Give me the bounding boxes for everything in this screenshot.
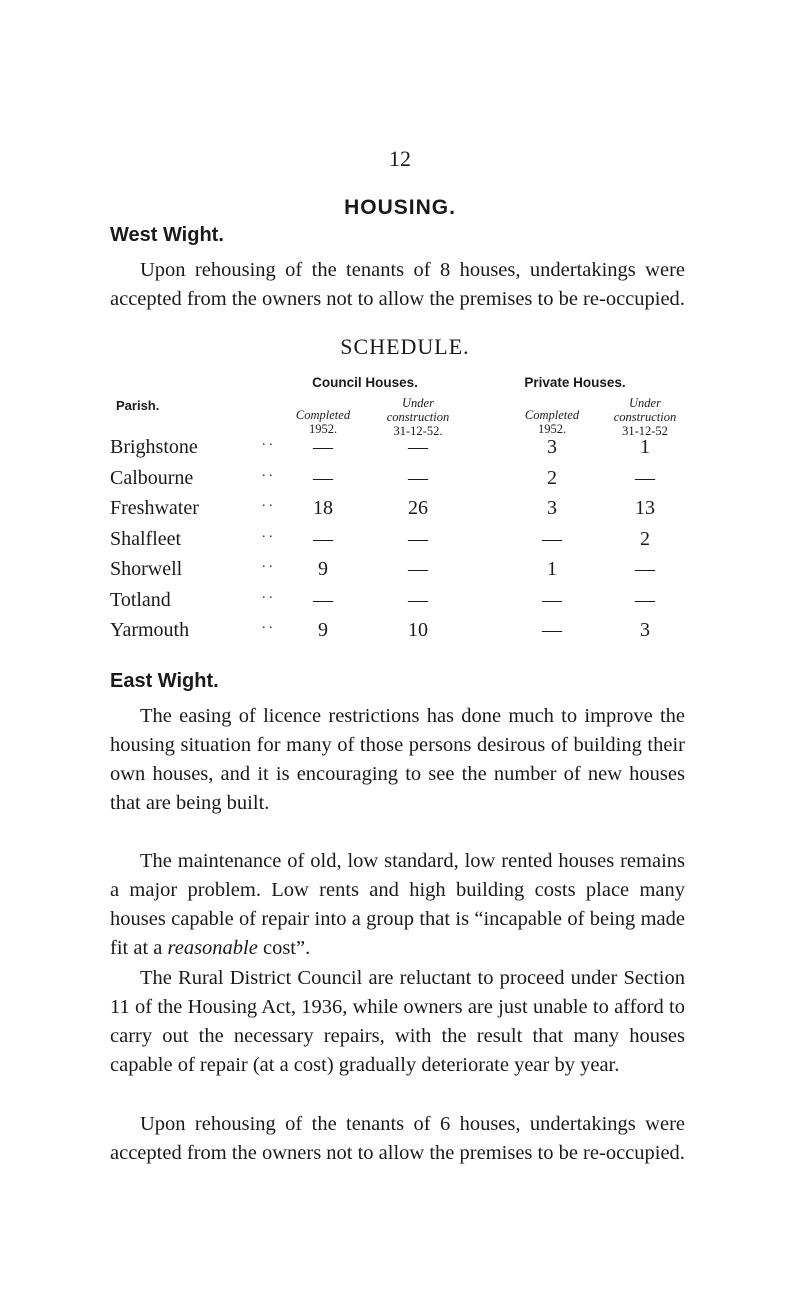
private-houses-header: Private Houses. [524, 375, 626, 390]
cell-p-under: 2 [640, 527, 650, 550]
cell-c-under: — [408, 466, 428, 489]
leader-dots: . . [262, 556, 273, 571]
table-row [0, 558, 800, 588]
leader-dots: . . [262, 525, 273, 541]
cell-p-under: 1 [640, 436, 650, 458]
cell-p-under: — [635, 558, 655, 580]
cell-c-under: — [408, 436, 428, 458]
table-row [0, 586, 800, 619]
parish-name: Totland [110, 588, 171, 611]
schedule-title: SCHEDULE. [340, 334, 470, 359]
cell-c-under: 10 [408, 619, 428, 641]
table-row [0, 497, 800, 527]
cell-p-completed: — [542, 527, 562, 550]
private-completed-header [512, 396, 592, 436]
section-title: HOUSING. [344, 196, 456, 219]
parish-name: Brighstone [110, 436, 198, 458]
p2-text-end: cost”. [257, 937, 311, 959]
parish-name: Calbourne [110, 466, 194, 489]
private-completed-label: Completed [524, 408, 580, 422]
table-row [0, 464, 800, 497]
council-completed-header [283, 396, 363, 436]
east-wight-paragraph-2 [110, 847, 685, 963]
leader-dots: . . [262, 586, 273, 602]
private-under-label: Under [629, 396, 661, 410]
council-houses-header: Council Houses. [312, 375, 418, 390]
private-under-header [595, 396, 695, 438]
west-wight-paragraph: Upon rehousing of the tenants of 8 houses, undertakings were accepted from the owners not to allow the premises to be re-occupied. [110, 259, 685, 310]
cell-c-completed: — [313, 588, 333, 611]
table-row [0, 525, 800, 558]
council-under-header [368, 396, 468, 438]
cell-p-completed: — [542, 619, 562, 641]
cell-c-under: — [408, 527, 428, 550]
cell-c-completed: — [313, 436, 333, 458]
cell-c-completed: 18 [313, 497, 333, 519]
parish-name: Shorwell [110, 558, 183, 580]
private-completed-date: 1952. [537, 422, 567, 436]
cell-c-completed: 9 [318, 558, 328, 580]
page-number: 12 [389, 146, 411, 171]
cell-p-under: 13 [635, 497, 655, 519]
table-row [0, 619, 800, 649]
east-wight-paragraph-3: The Rural District Council are reluctant to proceed under Section 11 of the Housing Act, 1936, while owners are just unable to afford to carry out the necessary repairs, with the result that many houses capable of repair (at a cost) gradually deteriorate year by year. [110, 967, 685, 1076]
cell-p-under: — [635, 466, 655, 489]
cell-p-completed: 1 [547, 558, 557, 580]
parish-name: Freshwater [110, 497, 199, 519]
cell-c-under: 26 [408, 497, 428, 519]
leader-dots: . . [262, 464, 273, 480]
cell-p-completed: 3 [547, 436, 557, 458]
east-wight-paragraph-1: The easing of licence restrictions has done much to improve the housing situation for many of those persons desirous of building their own houses, and it is encouraging to see the number of new houses that are being built. [110, 705, 685, 814]
leader-dots: . . [262, 495, 273, 510]
council-completed-date: 1952. [308, 422, 338, 436]
cell-p-completed: 3 [547, 497, 557, 519]
cell-p-under: — [635, 588, 655, 611]
parish-header: Parish. [116, 398, 160, 413]
parish-name: Yarmouth [110, 619, 190, 641]
cell-p-completed: — [542, 588, 562, 611]
cell-p-completed: 2 [547, 466, 557, 489]
council-under-date: 31-12-52. [393, 424, 443, 438]
council-under-label: Under [402, 396, 434, 410]
table-row [0, 436, 800, 466]
council-under-label2: construction [386, 410, 450, 424]
cell-p-under: 3 [640, 619, 650, 641]
p2-text-start: The maintenance of old, low standard, low rented houses remains a major problem. Low rents and high building costs place many houses capable of repair into a group that is “incapable of being made fit at a [110, 850, 685, 959]
cell-c-completed: 9 [318, 619, 328, 641]
council-completed-label: Completed [295, 408, 351, 422]
leader-dots: . . [262, 617, 273, 632]
cell-c-completed: — [313, 527, 333, 550]
west-wight-heading: West Wight. [110, 224, 224, 246]
leader-dots: . . [262, 434, 273, 449]
cell-c-under: — [408, 588, 428, 611]
private-under-date: 31-12-52 [622, 424, 668, 438]
cell-c-under: — [408, 558, 428, 580]
private-under-label2: construction [613, 410, 677, 424]
p2-text-italic: reasonable [167, 937, 258, 959]
east-wight-heading: East Wight. [110, 670, 219, 692]
cell-c-completed: — [313, 466, 333, 489]
east-wight-paragraph-4: Upon rehousing of the tenants of 6 houses, undertakings were accepted from the owners not to allow the premises to be re-occupied. [110, 1113, 685, 1164]
parish-name: Shalfleet [110, 527, 182, 550]
